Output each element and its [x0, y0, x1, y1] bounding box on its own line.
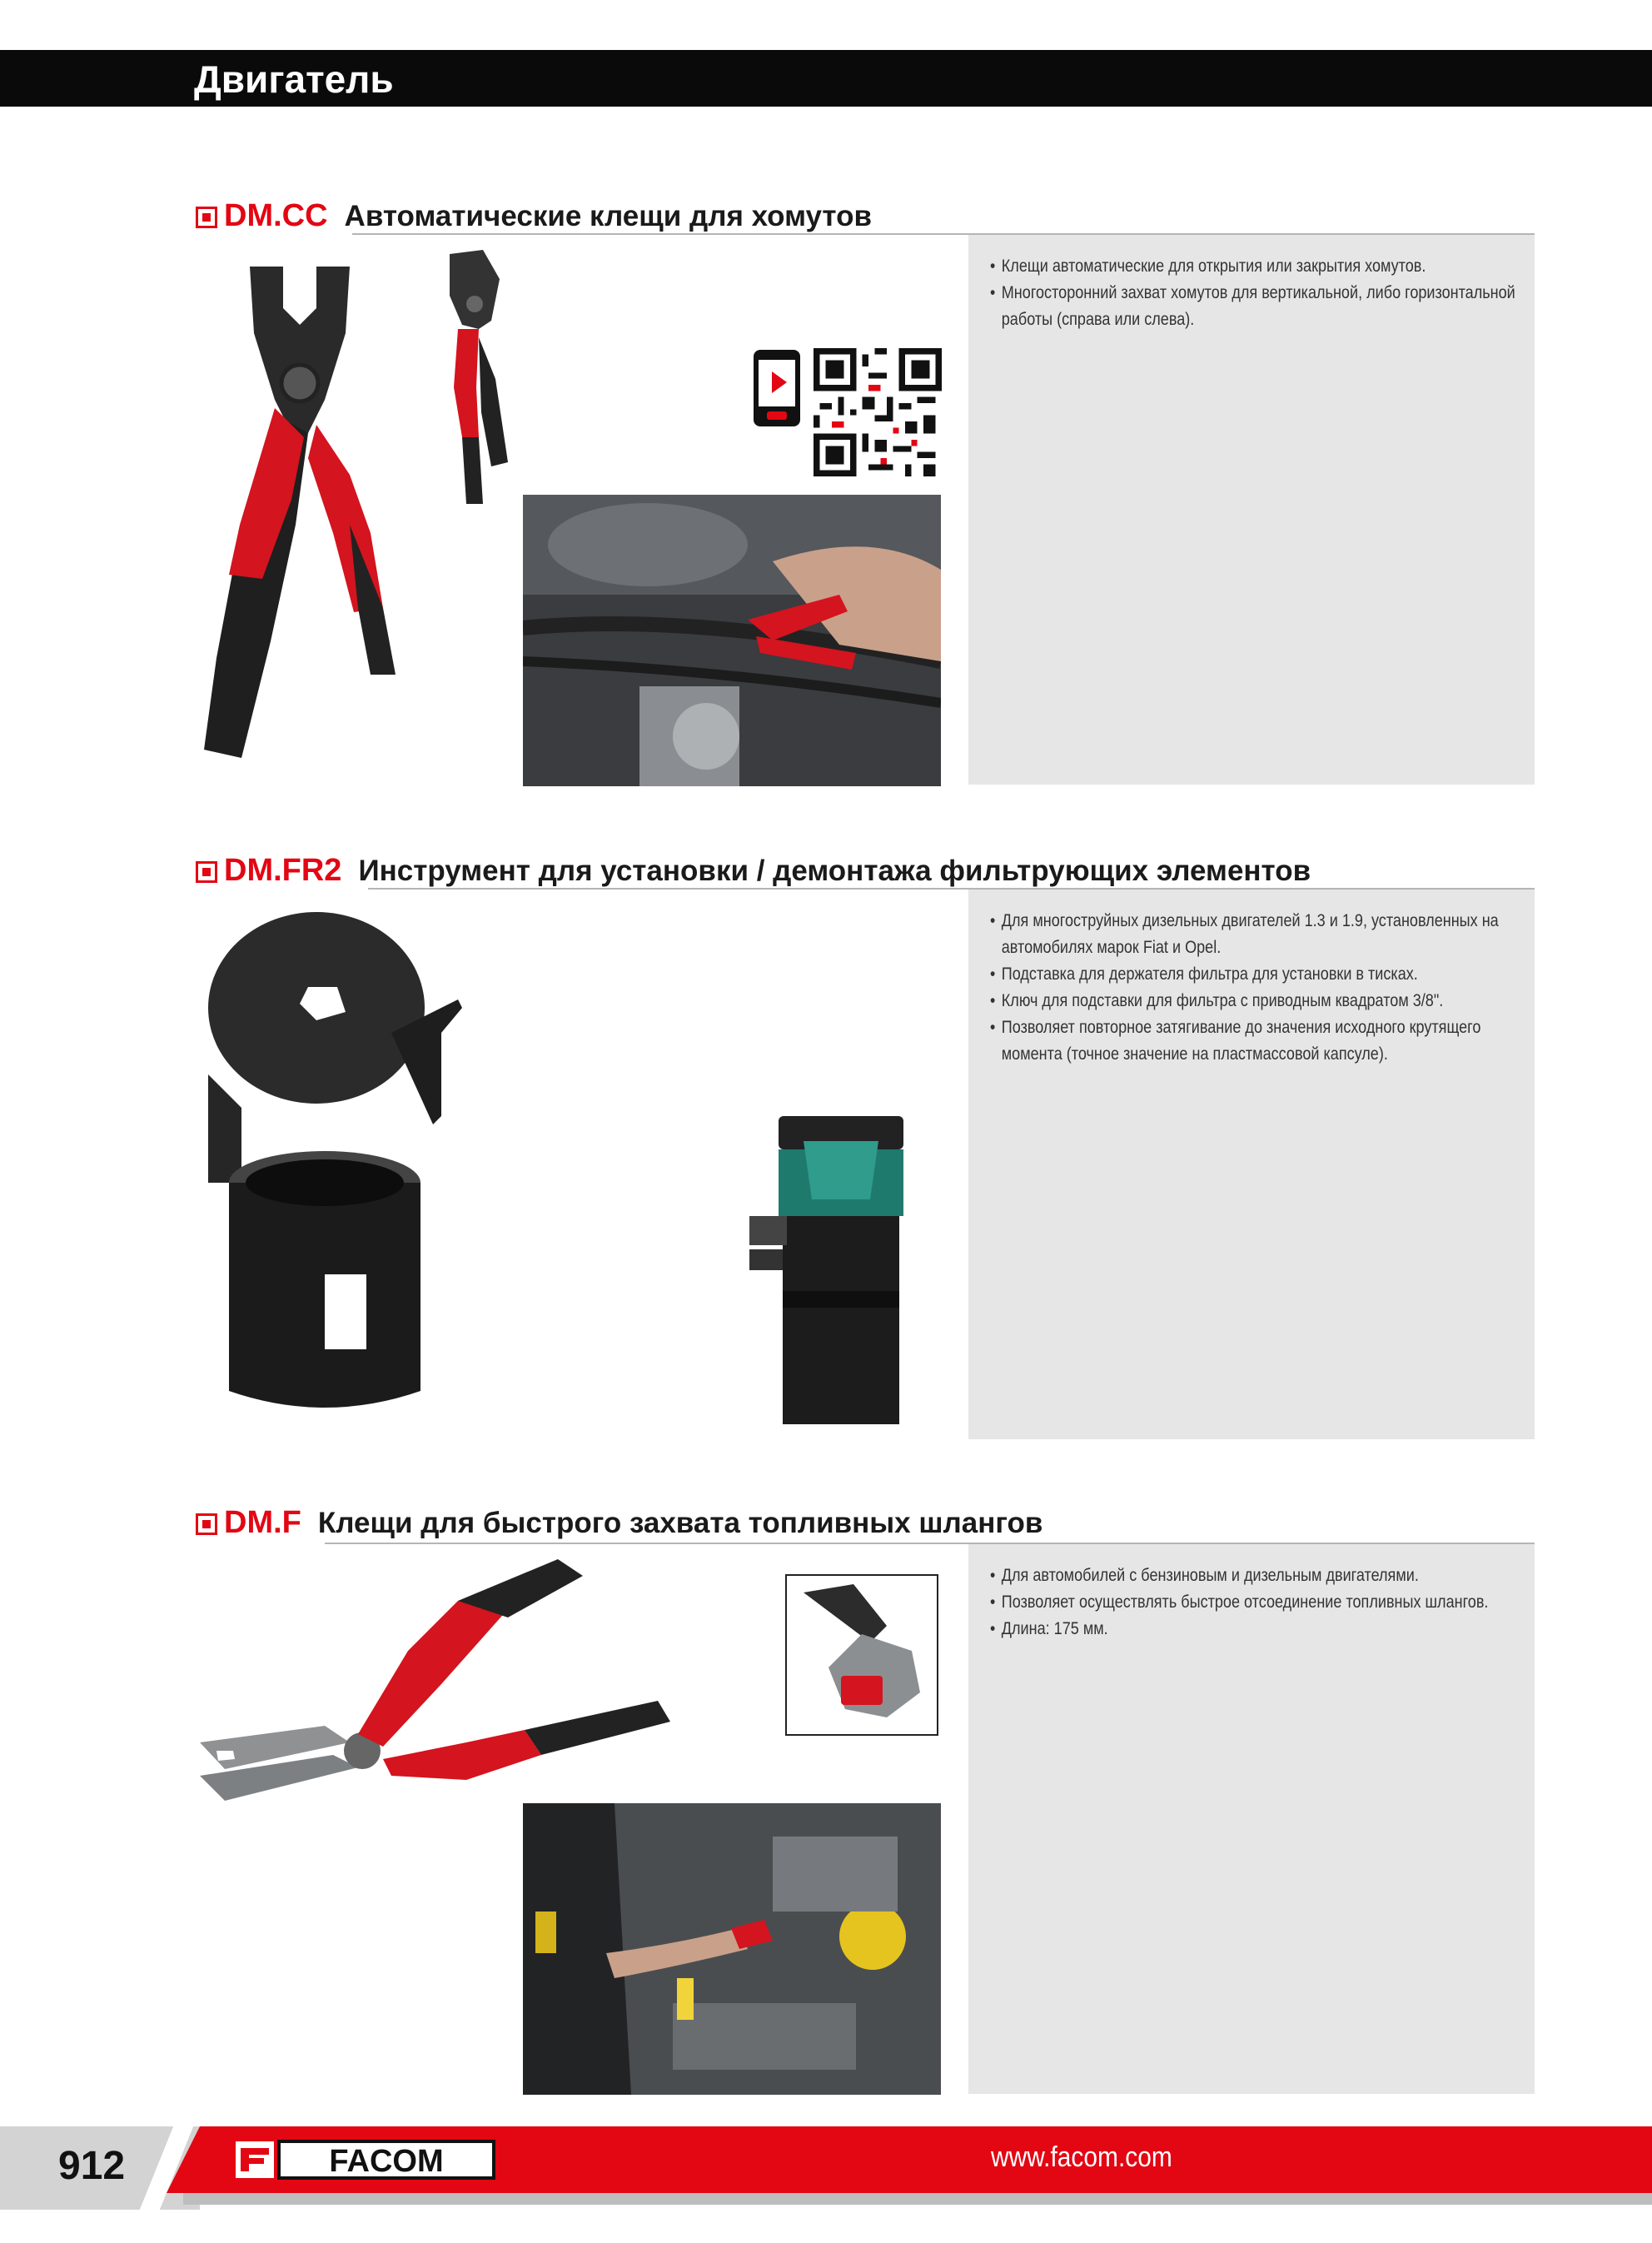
feature-bullet: • Для автомобилей с бензиновым и дизельным двигателями.: [990, 1563, 1530, 1589]
product-sku: DM.FR2: [224, 853, 342, 888]
quick-connector-image: [787, 1576, 937, 1734]
section-title-dm-fr2: [196, 853, 1311, 893]
clamp-pliers-angled-image: [433, 246, 516, 512]
description-panel-dm-cc: [968, 235, 1535, 785]
section-marker-icon: [196, 1513, 217, 1535]
footer-underline: [183, 2193, 1652, 2205]
product-name: Клещи для быстрого захвата топливных шлангов: [317, 1507, 1043, 1539]
product-sku: DM.F: [224, 1505, 301, 1540]
play-video-icon[interactable]: [752, 348, 802, 428]
feature-bullet: • Позволяет осуществлять быстрое отсоединение топливных шлангов.: [990, 1589, 1530, 1616]
brand-name: FACOM: [329, 2144, 444, 2179]
page-header: [0, 50, 1652, 107]
page-title: Двигатель: [194, 57, 394, 101]
connector-inset-frame: [785, 1574, 938, 1736]
clamp-pliers-image: [192, 258, 408, 766]
section-title-dm-f: [196, 1505, 1042, 1545]
feature-bullet: • Ключ для подставки для фильтра с приводным квадратом 3/8".: [990, 988, 1530, 1014]
page-number: 912: [58, 2144, 126, 2188]
fuel-hose-pliers-image: [192, 1551, 691, 1826]
section-marker-icon: [196, 861, 217, 883]
product-name: Инструмент для установки / демонтажа фильтрующих элементов: [358, 855, 1311, 887]
feature-bullet: • Подставка для держателя фильтра для установки в тисках.: [990, 961, 1530, 988]
section-marker-icon: [196, 207, 217, 228]
filter-holder-image: [745, 1099, 937, 1437]
facom-logo: [236, 2136, 502, 2183]
feature-bullet: • Многосторонний захват хомутов для вертикальной, либо горизонтальной работы (справа или слева).: [990, 280, 1530, 333]
product-sku: DM.CC: [224, 198, 328, 233]
product-name: Автоматические клещи для хомутов: [344, 200, 872, 232]
feature-bullet: • Для многоструйных дизельных двигателей 1.3 и 1.9, установленных на автомобилях марок Fiat и Opel.: [990, 908, 1530, 961]
filter-tool-image: [192, 908, 466, 1424]
feature-bullet: • Длина: 175 мм.: [990, 1616, 1530, 1642]
feature-bullet: • Клещи автоматические для открытия или закрытия хомутов.: [990, 253, 1530, 280]
description-panel-dm-fr2: [968, 890, 1535, 1439]
website-link[interactable]: www.facom.com: [991, 2141, 1172, 2173]
feature-bullet: • Позволяет повторное затягивание до значения исходного крутящего момента (точное значение на пластмассовой капсуле).: [990, 1014, 1530, 1068]
description-panel-dm-f: [968, 1544, 1535, 2094]
qr-code[interactable]: [814, 348, 942, 476]
engine-usage-photo: [523, 495, 941, 786]
fuel-line-usage-photo: [523, 1803, 941, 2095]
section-title-dm-cc: [196, 198, 872, 238]
